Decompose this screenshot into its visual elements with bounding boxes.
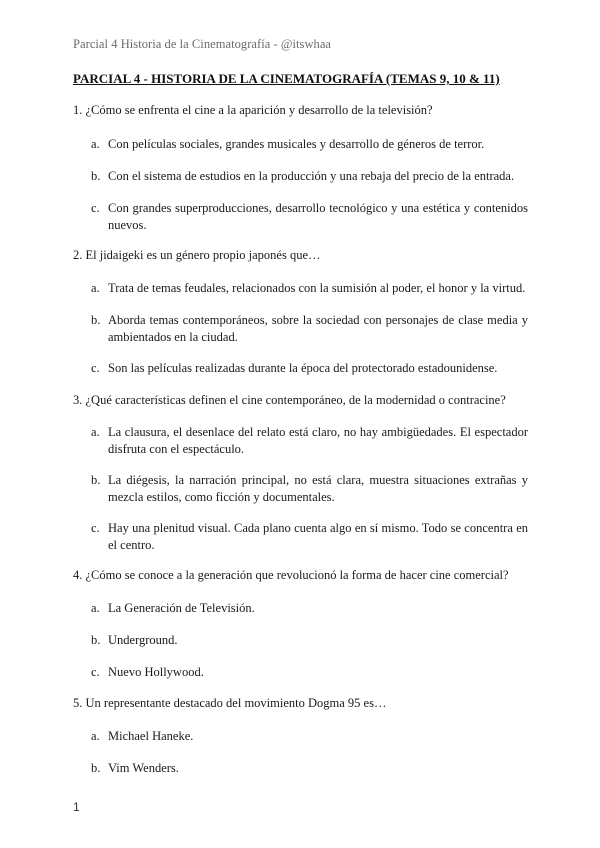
option-letter: c. <box>91 521 100 535</box>
option-text: Michael Haneke. <box>108 729 194 743</box>
option-text: Aborda temas contemporáneos, sobre la sociedad con personajes de clase media y ambientados en la ciudad. <box>108 313 528 344</box>
option-text: Nuevo Hollywood. <box>108 665 204 679</box>
option-letter: a. <box>91 137 100 151</box>
question-2: 2. El jidaigeki es un género propio japonés que… <box>73 248 321 262</box>
option-text: Trata de temas feudales, relacionados con la sumisión al poder, el honor y la virtud. <box>108 281 526 295</box>
question-4-option-c <box>91 664 528 681</box>
option-letter: b. <box>91 169 101 183</box>
option-letter: b. <box>91 313 101 327</box>
question-4-option-a <box>91 600 528 617</box>
option-letter: b. <box>91 473 101 487</box>
question-2-option-c <box>91 360 528 377</box>
question-5-option-a <box>91 728 528 745</box>
option-text: La Generación de Televisión. <box>108 601 255 615</box>
question-2-option-a <box>91 280 528 297</box>
option-letter: a. <box>91 729 100 743</box>
question-5: 5. Un representante destacado del movimiento Dogma 95 es… <box>73 696 387 710</box>
option-text: Con películas sociales, grandes musicales y desarrollo de géneros de terror. <box>108 137 485 151</box>
option-text: Con grandes superproducciones, desarrollo tecnológico y una estética y contenidos nuevos. <box>108 201 528 232</box>
option-letter: b. <box>91 761 101 775</box>
option-text: Hay una plenitud visual. Cada plano cuenta algo en sí mismo. Todo se concentra en el centro. <box>108 521 528 552</box>
option-text: Son las películas realizadas durante la época del protectorado estadounidense. <box>108 361 498 375</box>
question-4-option-b <box>91 632 528 649</box>
document-title: PARCIAL 4 - HISTORIA DE LA CINEMATOGRAFÍA (TEMAS 9, 10 & 11) <box>73 71 500 86</box>
question-1: 1. ¿Cómo se enfrenta el cine a la aparición y desarrollo de la televisión? <box>73 103 433 117</box>
question-4: 4. ¿Cómo se conoce a la generación que revolucionó la forma de hacer cine comercial? <box>73 568 509 582</box>
page-number: 1 <box>73 800 80 814</box>
option-letter: a. <box>91 425 100 439</box>
question-3-option-a <box>91 424 528 458</box>
option-text: Con el sistema de estudios en la producción y una rebaja del precio de la entrada. <box>108 169 515 183</box>
question-3-option-b <box>91 472 528 506</box>
running-header: Parcial 4 Historia de la Cinematografía - @itswhaa <box>73 37 332 51</box>
option-letter: a. <box>91 601 100 615</box>
option-letter: b. <box>91 633 101 647</box>
question-5-option-b <box>91 760 528 777</box>
option-text: La diégesis, la narración principal, no está clara, muestra situaciones extrañas y mezcla estilos, como ficción y documentales. <box>108 473 528 504</box>
option-text: Vim Wenders. <box>108 761 179 775</box>
option-letter: c. <box>91 201 100 215</box>
question-3: 3. ¿Qué características definen el cine contemporáneo, de la modernidad o contracine? <box>73 393 506 407</box>
option-letter: c. <box>91 361 100 375</box>
question-1-option-a <box>91 136 528 153</box>
option-letter: a. <box>91 281 100 295</box>
question-2-option-b <box>91 312 528 346</box>
question-1-option-c <box>91 200 528 234</box>
option-text: Underground. <box>108 633 178 647</box>
option-text: La clausura, el desenlace del relato está claro, no hay ambigüedades. El espectador disfruta con el espectáculo. <box>108 425 528 456</box>
question-3-option-c <box>91 520 528 554</box>
option-letter: c. <box>91 665 100 679</box>
question-1-option-b <box>91 168 528 185</box>
